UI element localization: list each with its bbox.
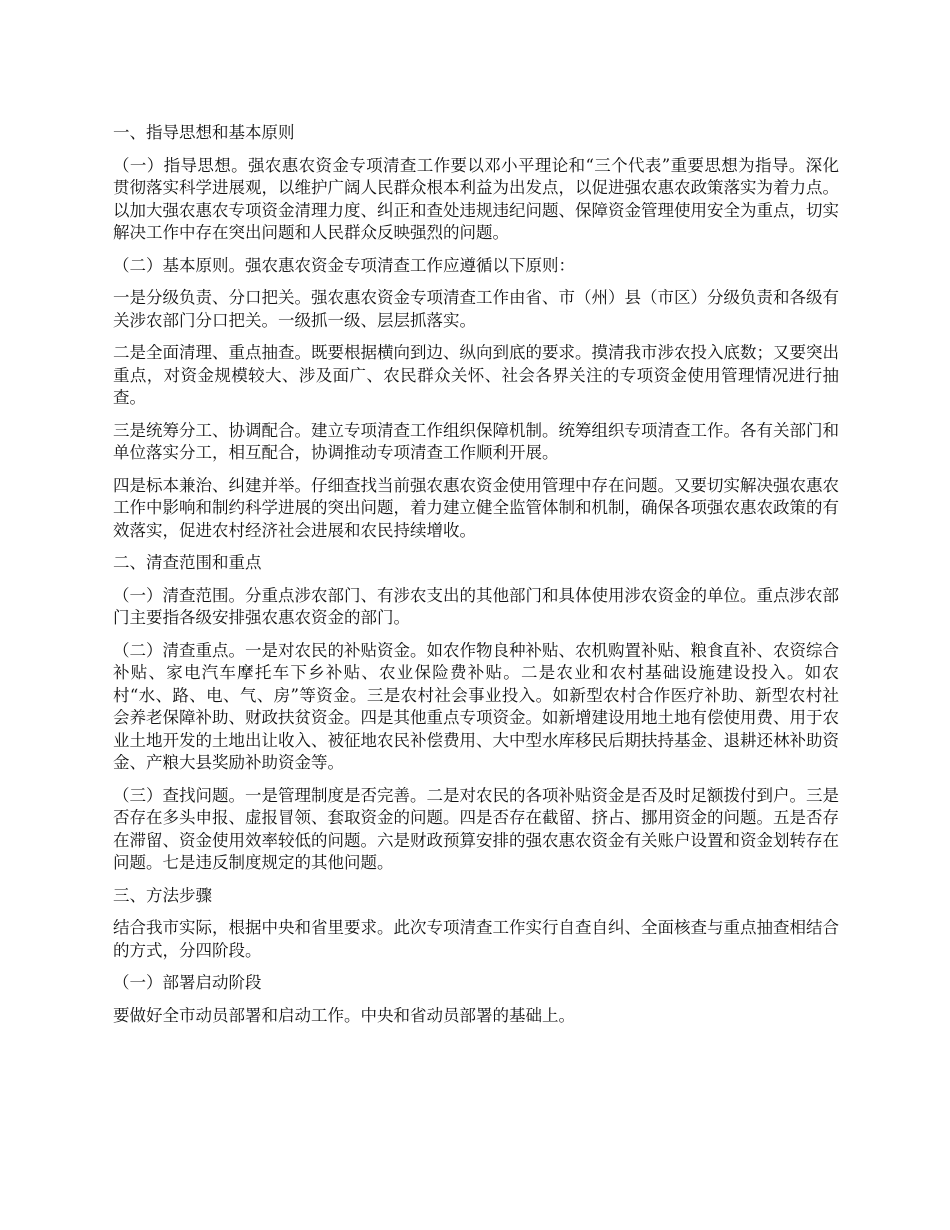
paragraph-basic-principles: （二）基本原则。强农惠农资金专项清查工作应遵循以下原则： (113, 255, 575, 275)
paragraph-stage-1-body: 要做好全市动员部署和启动工作。中央和省动员部署的基础上。 (113, 1005, 575, 1025)
section-heading-2: 二、清查范围和重点 (113, 553, 262, 572)
section-heading-1: 一、指导思想和基本原则 (113, 123, 295, 142)
paragraph-key-points: （二）清查重点。一是对农民的补贴资金。如农作物良种补贴、农机购置补贴、粮食直补、农资综合补贴、家电汽车摩托车下乡补贴、农业保险费补贴。二是农业和农村基础设施建设投入。如农村“水、路、电、气、房”等资金。三是农村社会事业投入。如新型农村合作医疗补助、新型农村社会养老保障补助、财政扶贫资金。四是其他重点专项资金。如新增建设用地土地有偿使用费、用于农业土地开发的土地出让收入、被征地农民补偿费用、大中型水库移民后期扶持基金、退耕还林补助资金、产粮大县奖励补助资金等。 (113, 640, 839, 772)
section-heading-3: 三、方法步骤 (113, 885, 212, 905)
document-body (113, 122, 839, 1037)
paragraph-find-problems: （三）查找问题。一是管理制度是否完善。二是对农民的各项补贴资金是否及时足额拨付到户。三是否存在多头申报、虚报冒领、套取资金的问题。四是否存在截留、挤占、挪用资金的问题。五是否存在滞留、资金使用效率较低的问题。六是财政预算安排的强农惠农资金有关账户设置和资金划转存在问题。七是违反制度规定的其他问题。 (113, 785, 839, 872)
paragraph-principle-4: 四是标本兼治、纠建并举。仔细查找当前强农惠农资金使用管理中存在问题。又要切实解决强农惠农工作中影响和制约科学进展的突出问题，着力建立健全监管体制和机制，确保各项强农惠农政策的有效落实，促进农村经济社会进展和农民持续增收。 (113, 475, 839, 540)
paragraph-guiding-thought: （一）指导思想。强农惠农资金专项清查工作要以邓小平理论和“三个代表”重要思想为指导。深化贯彻落实科学进展观，以维护广阔人民群众根本利益为出发点，以促进强农惠农政策落实为着力点。以加大强农惠农专项资金清理力度、纠正和查处违规违纪问题、保障资金管理使用安全为重点，切实解决工作中存在突出问题和人民群众反映强烈的问题。 (113, 155, 839, 242)
paragraph-method: 结合我市实际，根据中央和省里要求。此次专项清查工作实行自查自纠、全面核查与重点抽查相结合的方式，分四阶段。 (113, 918, 839, 960)
paragraph-principle-2: 二是全面清理、重点抽查。既要根据横向到边、纵向到底的要求。摸清我市涉农投入底数；又要突出重点，对资金规模较大、涉及面广、农民群众关怀、社会各界关注的专项资金使用管理情况进行抽查。 (113, 343, 839, 407)
paragraph-principle-1: 一是分级负责、分口把关。强农惠农资金专项清查工作由省、市（州）县（市区）分级负责和各级有关涉农部门分口把关。一级抓一级、层层抓落实。 (113, 288, 839, 330)
paragraph-scope: （一）清查范围。分重点涉农部门、有涉农支出的其他部门和具体使用涉农资金的单位。重点涉农部门主要指各级安排强农惠农资金的部门。 (113, 585, 839, 627)
paragraph-principle-3: 三是统筹分工、协调配合。建立专项清查工作组织保障机制。统筹组织专项清查工作。各有关部门和单位落实分工，相互配合，协调推动专项清查工作顺利开展。 (113, 420, 839, 462)
paragraph-stage-1-title: （一）部署启动阶段 (113, 973, 262, 992)
